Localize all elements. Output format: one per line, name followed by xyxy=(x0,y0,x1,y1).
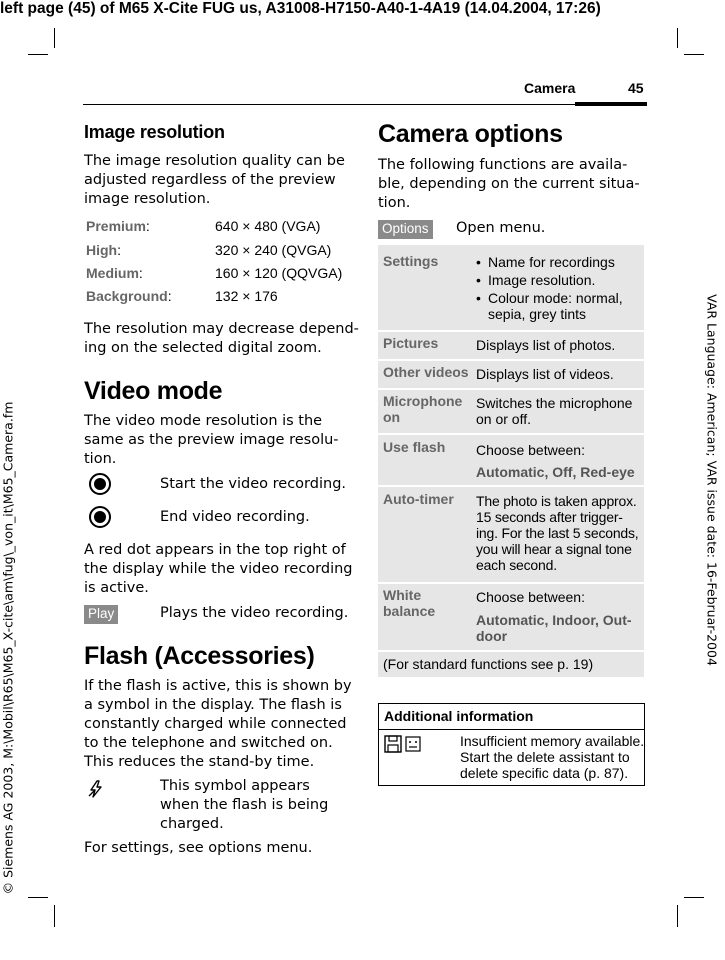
image-resolution-heading: Image resolution xyxy=(84,122,225,142)
option-desc: Displays list of photos. xyxy=(476,337,616,353)
video-mode-heading: Video mode xyxy=(84,377,223,405)
copyright-path-note: © Siemens AG 2003, M:\Mobil\R65\M65_X-cite\am\fug\_von_it\M65_Camera.fm xyxy=(0,401,16,895)
option-row-white-balance xyxy=(378,584,644,650)
option-row-pictures xyxy=(378,332,644,359)
option-row-use-flash xyxy=(378,435,644,485)
option-name: Pictures xyxy=(383,335,439,351)
option-desc xyxy=(476,254,641,322)
flash-heading: Flash (Accessories) xyxy=(84,642,315,670)
option-name: Use flash xyxy=(383,439,446,455)
option-row-standard xyxy=(378,652,644,677)
crop-mark xyxy=(677,28,678,48)
resolution-value: 160 × 120 (QQVGA) xyxy=(215,265,343,281)
option-desc: Choose between: xyxy=(476,442,585,458)
flash-settings-note: For settings, see options menu. xyxy=(84,840,313,856)
header-rule-thin xyxy=(83,104,575,105)
play-softkey: Play xyxy=(84,603,118,624)
option-desc: The photo is taken approx. 15 seconds after trigger- ing. For the last 5 seconds, you will hear a signal tone each second. xyxy=(476,493,639,573)
option-row-settings xyxy=(378,245,644,330)
crop-mark xyxy=(28,897,48,898)
option-name: Other videos xyxy=(383,364,469,380)
resolution-note: The resolution may decrease depend- ing on the selected digital zoom. xyxy=(84,321,359,356)
camera-options-heading: Camera options xyxy=(378,120,563,148)
crop-mark xyxy=(684,897,704,898)
additional-info-box xyxy=(378,703,645,786)
options-softkey: Options xyxy=(378,218,433,239)
file-header: left page (45) of M65 X-Cite FUG us, A31008-H7150-A40-1-4A19 (14.04.2004, 17:26) xyxy=(0,0,601,17)
resolution-row: Background: xyxy=(86,288,172,304)
standard-functions-note: (For standard functions see p. 19) xyxy=(383,656,594,672)
record-button-icon xyxy=(89,473,111,495)
resolution-row: Medium: xyxy=(86,265,143,281)
video-mode-intro: The video mode resolution is the same as the preview image resolu- tion. xyxy=(84,413,339,467)
play-text: Plays the video recording. xyxy=(160,605,349,621)
var-language-note: VAR Language: American; VAR issue date: 16-Februar-2004 xyxy=(704,294,720,666)
page-number: 45 xyxy=(628,80,644,96)
resolution-row: Premium: xyxy=(86,218,150,234)
crop-mark xyxy=(54,28,55,48)
header-rule-thick xyxy=(575,102,647,106)
option-choices: Automatic, Off, Red-eye xyxy=(476,464,635,480)
crop-mark xyxy=(677,905,678,927)
option-name: Settings xyxy=(383,253,439,269)
flash-charging-icon xyxy=(86,779,106,799)
resolution-value: 320 × 240 (QVGA) xyxy=(215,242,332,258)
red-dot-note: A red dot appears in the top right of the display while the video recording is active. xyxy=(84,542,353,596)
option-desc: Displays list of videos. xyxy=(476,366,614,382)
option-desc: Choose between: xyxy=(476,589,585,605)
option-row-microphone xyxy=(378,390,644,433)
settings-bullet: • Image resolution. xyxy=(476,272,641,288)
settings-bullet: • Name for recordings xyxy=(476,254,641,270)
crop-mark xyxy=(28,54,48,55)
resolution-value: 640 × 480 (VGA) xyxy=(215,218,321,234)
option-desc: Switches the microphone on or off. xyxy=(476,395,633,427)
open-menu-text: Open menu. xyxy=(456,220,546,236)
crop-mark xyxy=(684,54,704,55)
flash-intro: If the flash is active, this is shown by a symbol in the display. The flash is constantly charged while connected to the telephone and switched on. This reduces the stand-by time. xyxy=(84,678,352,770)
flash-symbol-text: This symbol appears when the flash is being charged. xyxy=(160,778,329,832)
image-resolution-intro: The image resolution quality can be adjusted regardless of the preview image resolution. xyxy=(84,153,345,207)
option-row-auto-timer xyxy=(378,487,644,582)
crop-mark xyxy=(54,905,55,927)
option-name: White balance xyxy=(383,587,436,619)
option-name: Auto-timer xyxy=(383,491,454,507)
running-head-section: Camera xyxy=(524,80,576,96)
memory-full-icon xyxy=(384,734,428,758)
settings-bullet: • Colour mode: normal, sepia, grey tints xyxy=(476,290,641,322)
end-recording-text: End video recording. xyxy=(160,509,310,525)
option-choices: Automatic, Indoor, Out- door xyxy=(476,612,632,644)
additional-info-text: Insufficient memory available. Start the delete assistant to delete specific data (p. 87). xyxy=(460,733,645,781)
record-button-icon xyxy=(89,506,111,528)
additional-info-rule xyxy=(379,729,644,730)
camera-options-intro: The following functions are availa- ble, depending on the current situa- tion. xyxy=(378,157,640,211)
resolution-value: 132 × 176 xyxy=(215,288,278,304)
additional-info-title: Additional information xyxy=(384,708,534,724)
option-name: Microphone on xyxy=(383,393,463,425)
start-recording-text: Start the video recording. xyxy=(160,476,347,492)
option-row-other-videos xyxy=(378,361,644,388)
resolution-row: High: xyxy=(86,242,121,258)
